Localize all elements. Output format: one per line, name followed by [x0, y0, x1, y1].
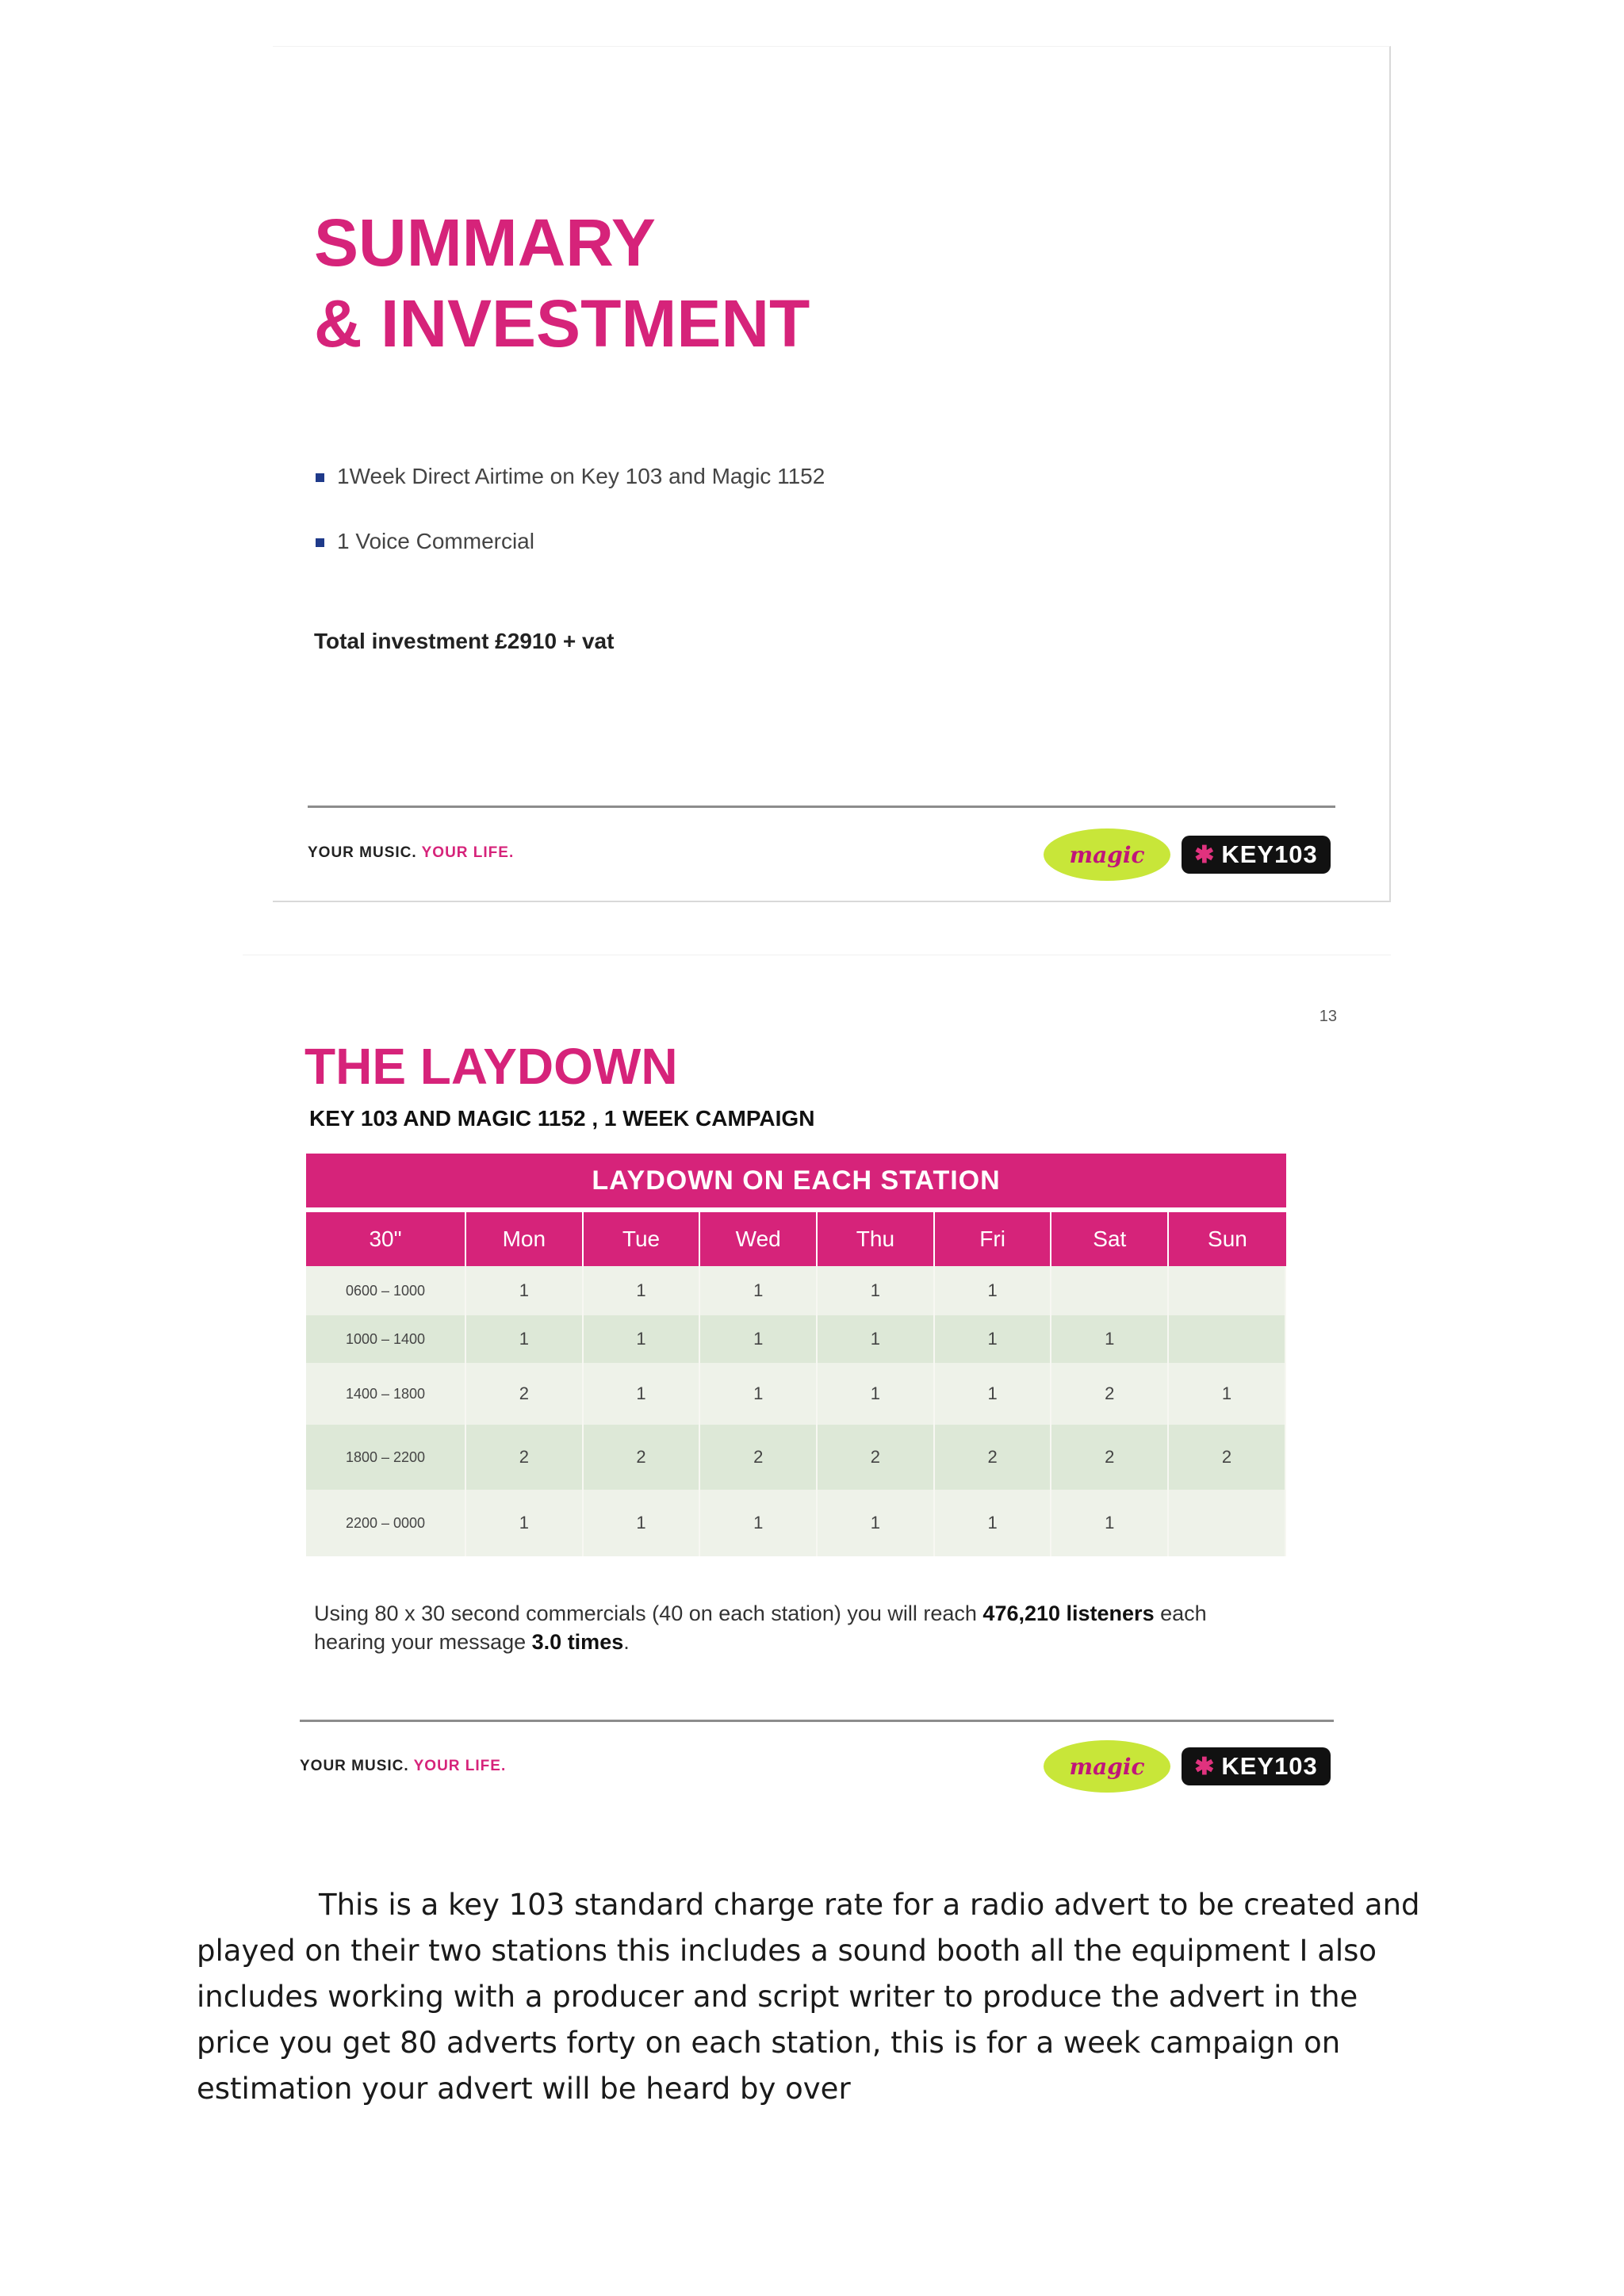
table-cell — [1169, 1490, 1286, 1556]
summary-slide — [273, 46, 1391, 902]
table-cell: 1 — [935, 1315, 1052, 1363]
column-header: Tue — [584, 1212, 701, 1266]
table-cell: 1 — [818, 1363, 935, 1425]
table-cell: 1 — [1169, 1363, 1286, 1425]
footer-tagline — [308, 844, 514, 862]
table-cell: 1 — [700, 1490, 818, 1556]
table-cell — [1051, 1266, 1169, 1315]
tagline-your-music: YOUR MUSIC. — [300, 1758, 409, 1774]
table-cell: 2 — [700, 1425, 818, 1490]
table-cell: 2 — [935, 1425, 1052, 1490]
note-text: each hearing your message — [314, 1601, 1207, 1654]
list-item — [314, 464, 825, 529]
table-cell: 1 — [818, 1315, 935, 1363]
laydown-grid — [306, 1212, 1286, 1556]
table-banner: LAYDOWN ON EACH STATION — [306, 1154, 1286, 1207]
laydown-subtitle: KEY 103 AND MAGIC 1152 , 1 WEEK CAMPAIGN — [309, 1106, 815, 1131]
summary-bullet-list — [314, 464, 825, 594]
table-cell: 2 — [1051, 1425, 1169, 1490]
key103-logo — [1182, 836, 1331, 874]
reach-note — [314, 1599, 1281, 1656]
note-text: . — [623, 1630, 630, 1654]
magic-logo: magic — [1044, 1740, 1170, 1793]
square-bullet-icon — [316, 538, 324, 547]
bullet-text: 1Week Direct Airtime on Key 103 and Magic 1152 — [337, 464, 825, 488]
table-cell: 2 — [818, 1425, 935, 1490]
table-cell: 2 — [466, 1425, 584, 1490]
table-cell: 2 — [1169, 1425, 1286, 1490]
note-text: Using 80 x 30 second commercials (40 on each station) you will reach — [314, 1601, 983, 1625]
table-cell: 1 — [935, 1363, 1052, 1425]
tagline-your-life: YOUR LIFE. — [413, 1758, 507, 1774]
time-slot-cell: 1000 – 1400 — [306, 1315, 466, 1363]
column-header: Fri — [935, 1212, 1052, 1266]
summary-title-line2: & INVESTMENT — [314, 286, 810, 361]
table-cell: 2 — [1051, 1363, 1169, 1425]
table-cell: 2 — [584, 1425, 701, 1490]
tagline-your-life: YOUR LIFE. — [421, 844, 515, 861]
asterisk-star-icon: ✱ — [1194, 1753, 1216, 1780]
column-header: Mon — [466, 1212, 584, 1266]
table-cell: 2 — [466, 1363, 584, 1425]
table-cell: 1 — [700, 1266, 818, 1315]
table-cell: 1 — [584, 1266, 701, 1315]
station-logos — [1044, 1740, 1331, 1793]
table-cell: 1 — [935, 1266, 1052, 1315]
table-cell — [1169, 1315, 1286, 1363]
tagline-your-music: YOUR MUSIC. — [308, 844, 417, 861]
laydown-table — [306, 1154, 1286, 1556]
key103-logo-text: KEY103 — [1221, 1752, 1318, 1780]
table-cell: 1 — [584, 1363, 701, 1425]
laydown-title: THE LAYDOWN — [304, 1038, 678, 1095]
column-header: Wed — [700, 1212, 818, 1266]
time-slot-cell: 1800 – 2200 — [306, 1425, 466, 1490]
table-cell: 1 — [584, 1490, 701, 1556]
key103-logo — [1182, 1747, 1331, 1785]
summary-title-line1: SUMMARY — [314, 205, 656, 280]
key103-logo-text: KEY103 — [1221, 840, 1318, 868]
station-logos — [1044, 828, 1331, 881]
listeners-figure: 476,210 listeners — [982, 1601, 1155, 1625]
table-cell: 1 — [1051, 1315, 1169, 1363]
time-slot-cell: 1400 – 1800 — [306, 1363, 466, 1425]
table-cell: 1 — [466, 1490, 584, 1556]
square-bullet-icon — [316, 473, 324, 482]
time-slot-cell: 0600 – 1000 — [306, 1266, 466, 1315]
table-cell: 1 — [700, 1315, 818, 1363]
footer-divider — [300, 1720, 1334, 1722]
column-header: Thu — [818, 1212, 935, 1266]
laydown-slide — [243, 955, 1391, 1835]
table-cell: 1 — [818, 1266, 935, 1315]
column-header: 30" — [306, 1212, 466, 1266]
frequency-figure: 3.0 times — [531, 1630, 624, 1654]
summary-title — [314, 202, 810, 364]
time-slot-cell: 2200 – 0000 — [306, 1490, 466, 1556]
column-header: Sun — [1169, 1212, 1286, 1266]
body-paragraph — [197, 1882, 1426, 2112]
table-cell: 1 — [584, 1315, 701, 1363]
magic-logo: magic — [1044, 828, 1170, 881]
footer-tagline — [300, 1758, 506, 1775]
table-cell: 1 — [1051, 1490, 1169, 1556]
total-investment: Total investment £2910 + vat — [314, 629, 615, 653]
table-cell — [1169, 1266, 1286, 1315]
table-cell: 1 — [466, 1315, 584, 1363]
page-number: 13 — [1319, 1008, 1337, 1025]
list-item — [314, 529, 825, 594]
table-cell: 1 — [935, 1490, 1052, 1556]
table-cell: 1 — [700, 1363, 818, 1425]
footer-divider — [308, 806, 1335, 808]
bullet-text: 1 Voice Commercial — [337, 529, 534, 553]
column-header: Sat — [1051, 1212, 1169, 1266]
table-cell: 1 — [818, 1490, 935, 1556]
table-cell: 1 — [466, 1266, 584, 1315]
body-paragraph-text: This is a key 103 standard charge rate for a radio advert to be created and played on their two stations this includes a sound booth all the equipment I also includes working with a producer and script writer to produce the advert in the price you get 80 adverts forty on each station, this is for a week campaign on estimation your advert will be heard by over — [197, 1888, 1420, 2106]
asterisk-star-icon: ✱ — [1194, 841, 1216, 868]
